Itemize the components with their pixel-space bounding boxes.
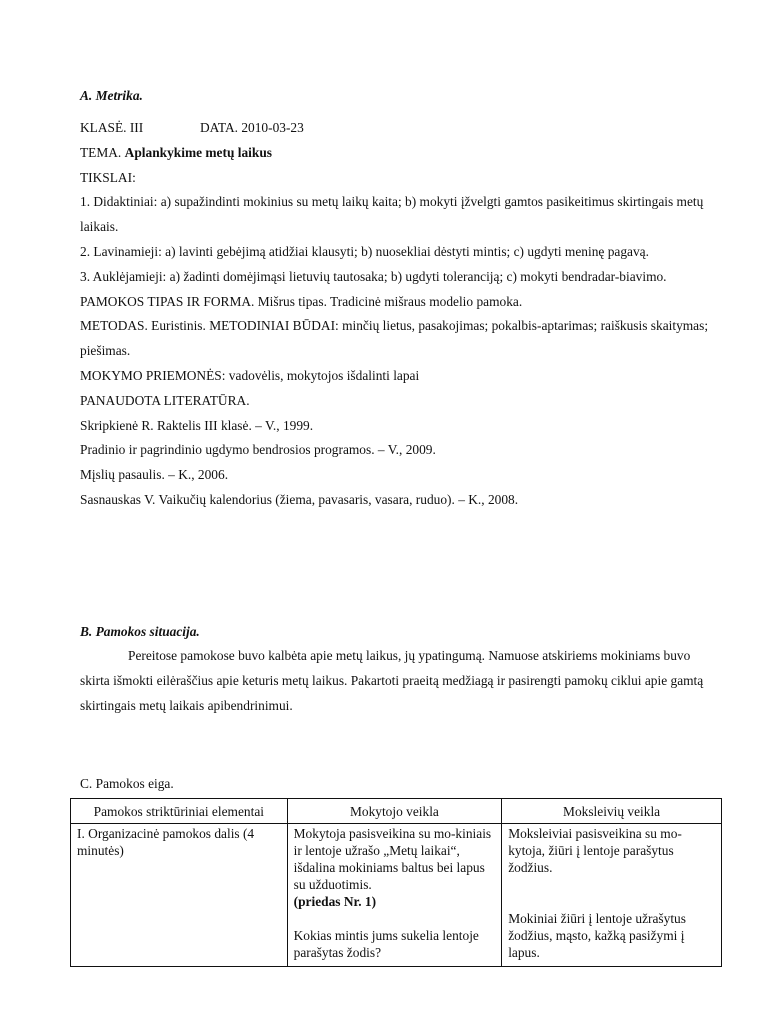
spacer xyxy=(294,910,496,927)
teacher-activity-text: Mokytoja pasisveikina su mo-kiniais ir lentoje užrašo „Metų laikai“, išdalina mokiniams baltus bei lapus su užduotimis. xyxy=(293,826,492,892)
cell-student-activity xyxy=(502,824,722,967)
tikslai-item-didaktiniai: 1. Didaktiniai: a) supažindinti mokinius su metų laikų kaita; b) mokyti įžvelgti gamtos pasikeitimus skirtingais metų laikais. xyxy=(80,194,704,235)
tikslai-item-lavinamieji: 2. Lavinamieji: a) lavinti gebėjimą atidžiai klausyti; b) nuosekliai dėstyti mintis; c) ugdyti meninę pagavą. xyxy=(80,243,649,259)
cell-teacher-activity xyxy=(287,824,502,967)
literatura-label: PANAUDOTA LITERATŪRA. xyxy=(80,392,250,408)
header-student-activity: Moksleivių veikla xyxy=(502,799,722,824)
section-b-title: B. Pamokos situacija. xyxy=(80,624,200,639)
table-header-row xyxy=(71,799,722,824)
literatura-item: Skripkienė R. Raktelis III klasė. – V., 1999. xyxy=(80,417,314,433)
pamokos-tipas: PAMOKOS TIPAS IR FORMA. Mišrus tipas. Tradicinė mišraus modelio pamoka. xyxy=(80,293,523,309)
tema-value: Aplankykime metų laikus xyxy=(124,144,272,160)
student-activity-text: Moksleiviai pasisveikina su mo-kytoja, žiūri į lentoje parašytus žodžius. xyxy=(508,826,682,875)
spacer xyxy=(508,876,715,893)
section-b-text: Pereitose pamokose buvo kalbėta apie metų laikus, jų ypatingumą. Namuose atskiriems mokiniams buvo skirta išmokti eilėraščius apie keturis metų laikus. Pakartoti praeitą medžiagą ir pasirengti pamokų ciklui apie gamtą skirtingais metų laikais apibendrinimui. xyxy=(80,648,704,713)
literatura-item: Mįslių pasaulis. – K., 2006. xyxy=(80,467,229,483)
section-c-title: C. Pamokos eiga. xyxy=(80,776,174,791)
klase-label: KLASĖ. III xyxy=(80,120,144,135)
student-activity-text-2: Mokiniai žiūri į lentoje užrašytus žodžius, mąsto, kažką pasižymi į lapus. xyxy=(508,911,686,960)
tikslai-label: TIKSLAI: xyxy=(80,169,136,185)
cell-structural-element: I. Organizacinė pamokos dalis (4 minutės) xyxy=(71,824,288,967)
data-label: DATA. 2010-03-23 xyxy=(200,120,304,135)
klase-data-row xyxy=(80,116,720,141)
teacher-activity-appendix: (priedas Nr. 1) xyxy=(293,894,377,909)
literatura-item: Sasnauskas V. Vaikučių kalendorius (žiema, pavasaris, vasara, ruduo). – K., 2008. xyxy=(80,491,519,507)
literatura-item: Pradinio ir pagrindinio ugdymo bendrosios programos. – V., 2009. xyxy=(80,442,436,458)
header-structural-elements: Pamokos striktūriniai elementai xyxy=(71,799,288,824)
section-a-title: A. Metrika. xyxy=(80,88,143,103)
tikslai-item-auklejamieji: 3. Auklėjamieji: a) žadinti domėjimąsi lietuvių tautosaka; b) ugdyti toleranciją; c) mokyti bendradar-biavimo. xyxy=(80,268,667,284)
header-teacher-activity: Mokytojo veikla xyxy=(287,799,502,824)
tema-row xyxy=(80,141,720,166)
tema-label: TEMA. xyxy=(80,144,122,160)
teacher-activity-question: Kokias mintis jums sukelia lentoje parašytas žodis? xyxy=(293,928,479,960)
spacer xyxy=(508,893,715,910)
section-a-body xyxy=(80,116,720,513)
table-row xyxy=(71,824,722,967)
lesson-plan-table xyxy=(70,798,722,967)
mokymo-priemones: MOKYMO PRIEMONĖS: vadovėlis, mokytojos išdalinti lapai xyxy=(80,367,420,383)
metodas: METODAS. Euristinis. METODINIAI BŪDAI: minčių lietus, pasakojimas; pokalbis-aptarimas; raiškusis skaitymas; piešimas. xyxy=(80,318,709,359)
